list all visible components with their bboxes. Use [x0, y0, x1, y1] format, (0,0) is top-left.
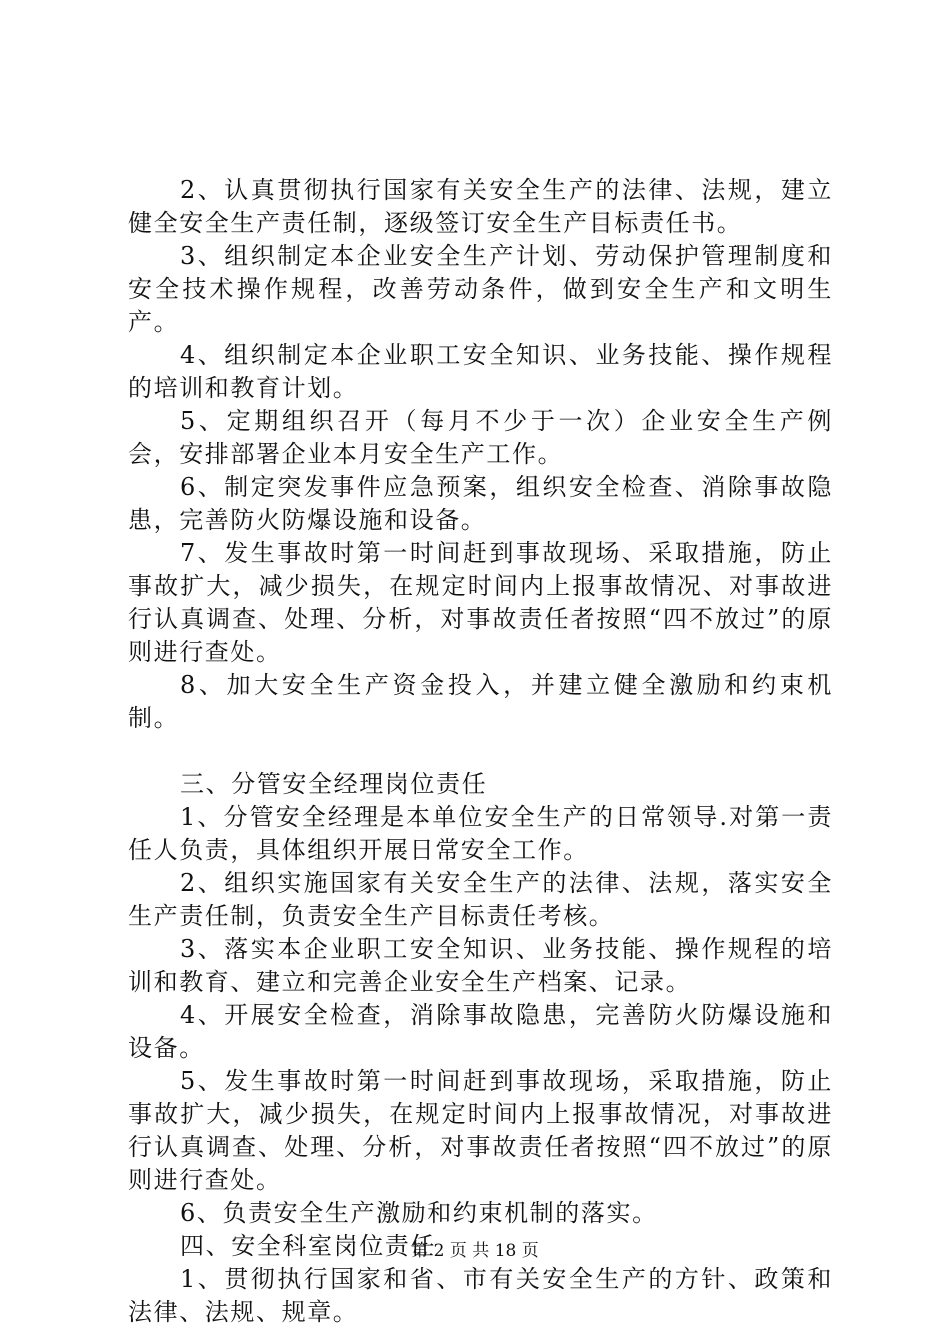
paragraph-duty-4: 4、组织制定本企业职工安全知识、业务技能、操作规程的培训和教育计划。: [128, 341, 833, 402]
page-footer: [0, 1240, 950, 1262]
section-heading-4: 四、安全科室岗位责任: [180, 1232, 436, 1260]
paragraph-manager-duty-3: 3、落实本企业职工安全知识、业务技能、操作规程的培训和教育、建立和完善企业安全生产档案、记录。: [128, 935, 833, 996]
paragraph-duty-5: 5、定期组织召开（每月不少于一次）企业安全生产例会，安排部署企业本月安全生产工作。: [128, 407, 833, 468]
section-heading-3: 三、分管安全经理岗位责任: [180, 770, 488, 798]
paragraph-duty-6: 6、制定突发事件应急预案，组织安全检查、消除事故隐患，完善防火防爆设施和设备。: [128, 473, 833, 534]
section-spacer: [128, 735, 833, 768]
paragraph-duty-8: 8、加大安全生产资金投入，并建立健全激励和约束机制。: [128, 671, 833, 732]
paragraph-duty-2: 2、认真贯彻执行国家有关安全生产的法律、法规，建立健全安全生产责任制，逐级签订安全生产目标责任书。: [128, 176, 833, 237]
paragraph-manager-duty-1: 1、分管安全经理是本单位安全生产的日常领导.对第一责任人负责，具体组织开展日常安全工作。: [128, 803, 833, 864]
paragraph-office-duty-1: 1、贯彻执行国家和省、市有关安全生产的方针、政策和法律、法规、规章。: [128, 1265, 833, 1326]
paragraph-manager-duty-5: 5、发生事故时第一时间赶到事故现场，采取措施，防止事故扩大，减少损失，在规定时间内上报事故情况，对事故进行认真调查、处理、分析，对事故责任者按照“四不放过”的原则进行查处。: [128, 1067, 833, 1194]
page-number-label: 第 2 页 共 18 页: [411, 1241, 539, 1261]
document-body: [128, 174, 833, 1329]
paragraph-manager-duty-6: 6、负责安全生产激励和约束机制的落实。: [180, 1199, 658, 1227]
paragraph-duty-3: 3、组织制定本企业安全生产计划、劳动保护管理制度和安全技术操作规程，改善劳动条件，做到安全生产和文明生产。: [128, 242, 833, 336]
paragraph-manager-duty-4: 4、开展安全检查，消除事故隐患，完善防火防爆设施和设备。: [128, 1001, 833, 1062]
paragraph-manager-duty-2: 2、组织实施国家有关安全生产的法律、法规，落实安全生产责任制，负责安全生产目标责任考核。: [128, 869, 833, 930]
paragraph-duty-7: 7、发生事故时第一时间赶到事故现场、采取措施，防止事故扩大，减少损失，在规定时间内上报事故情况、对事故进行认真调查、处理、分析，对事故责任者按照“四不放过”的原则进行查处。: [128, 539, 833, 666]
